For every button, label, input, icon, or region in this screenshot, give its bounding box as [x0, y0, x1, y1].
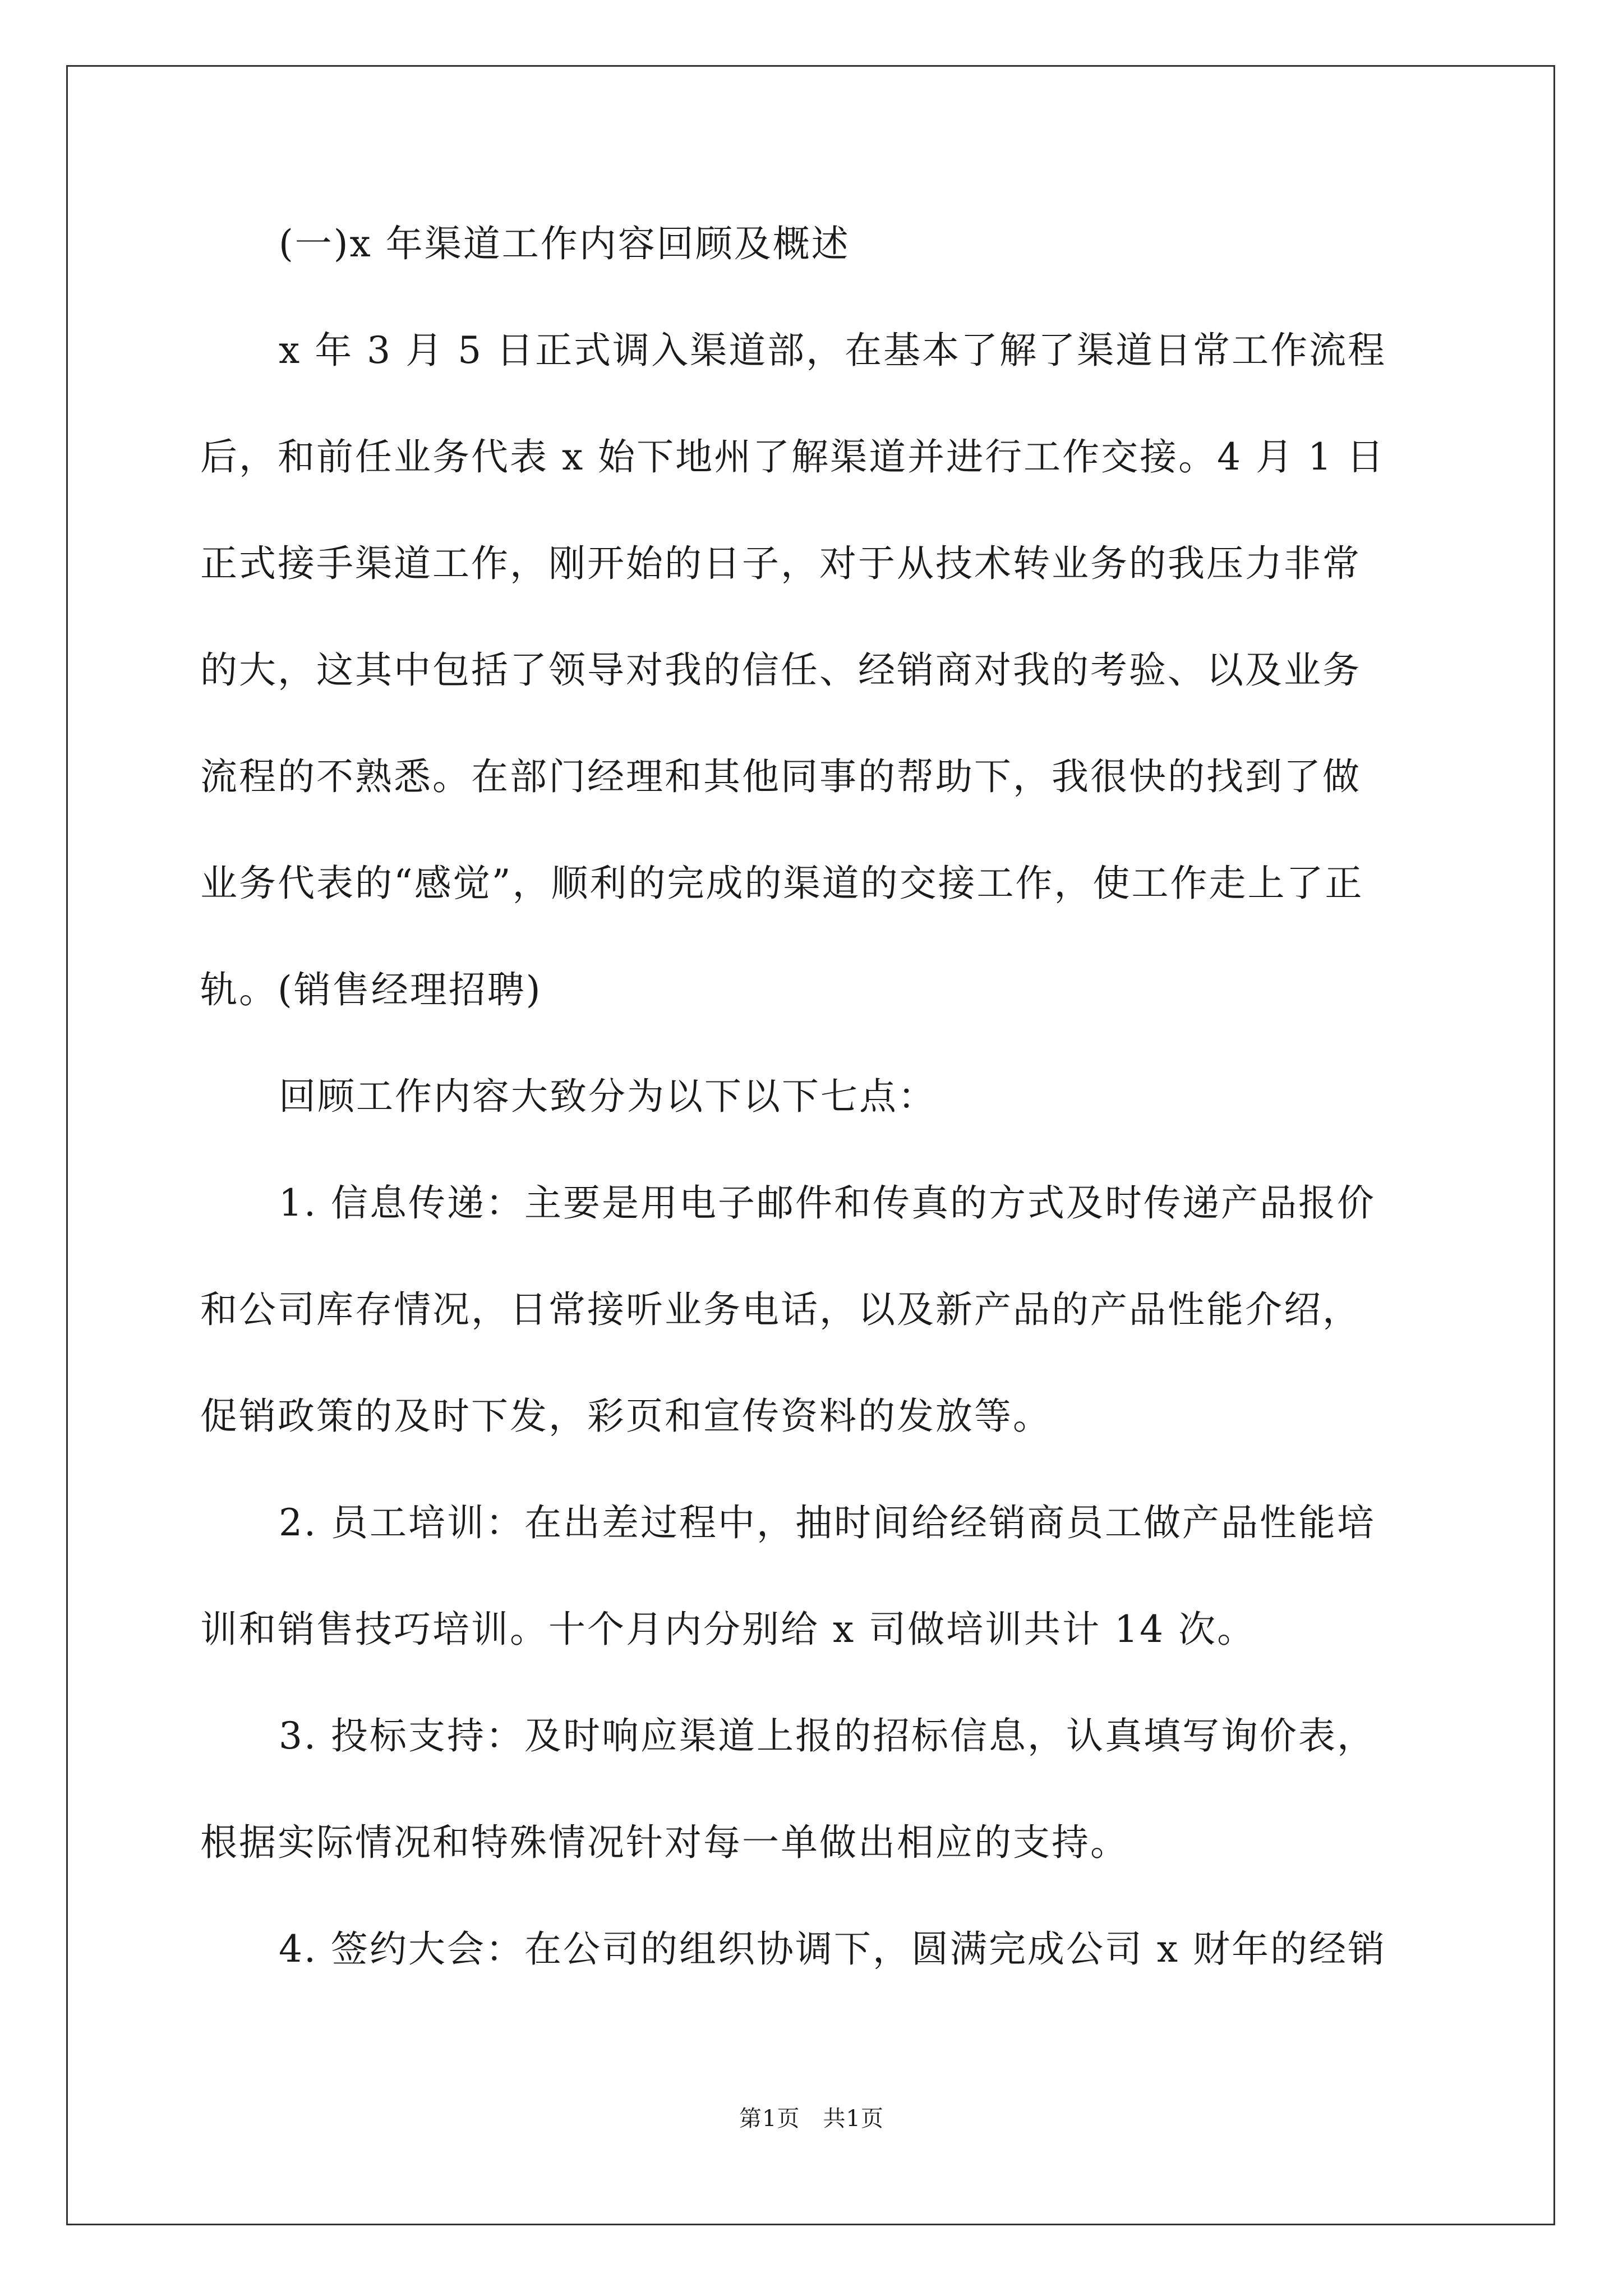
list-item-line: 3. 投标支持：及时响应渠道上报的招标信息，认真填写询价表，	[279, 1714, 1376, 1757]
section-heading: (一)x 年渠道工作内容回顾及概述	[279, 222, 850, 265]
list-item-line: 训和销售技巧培训。十个月内分别给 x 司做培训共计 14 次。	[200, 1608, 1256, 1651]
paragraph-line: 回顾工作内容大致分为以下以下七点：	[279, 1075, 937, 1118]
paragraph-line: 流程的不熟悉。在部门经理和其他同事的帮助下，我很快的找到了做	[200, 755, 1361, 798]
list-item-line: 根据实际情况和特殊情况针对每一单做出相应的支持。	[200, 1821, 1129, 1864]
list-item-line: 2. 员工培训：在出差过程中，抽时间给经销商员工做产品性能培	[279, 1501, 1376, 1544]
page-footer: 第1页 共1页	[739, 2106, 884, 2132]
paragraph-line: 业务代表的“感觉”，顺利的完成的渠道的交接工作，使工作走上了正	[200, 862, 1364, 905]
list-item-line: 4. 签约大会：在公司的组织协调下，圆满完成公司 x 财年的经销	[279, 1927, 1387, 1971]
paragraph-line: x 年 3 月 5 日正式调入渠道部，在基本了解了渠道日常工作流程	[279, 329, 1387, 372]
paragraph-line: 轨。(销售经理招聘)	[200, 968, 542, 1011]
list-item-line: 1. 信息传递：主要是用电子邮件和传真的方式及时传递产品报价	[279, 1181, 1376, 1225]
paragraph-line: 正式接手渠道工作，刚开始的日子，对于从技术转业务的我压力非常	[200, 542, 1361, 585]
paragraph-line: 后，和前任业务代表 x 始下地州了解渠道并进行工作交接。4 月 1 日	[200, 435, 1386, 478]
list-item-line: 和公司库存情况，日常接听业务电话，以及新产品的产品性能介绍，	[200, 1288, 1361, 1331]
page-border	[66, 65, 1555, 2225]
paragraph-line: 的大，这其中包括了领导对我的信任、经销商对我的考验、以及业务	[200, 648, 1361, 692]
list-item-line: 促销政策的及时下发，彩页和宣传资料的发放等。	[200, 1395, 1052, 1438]
